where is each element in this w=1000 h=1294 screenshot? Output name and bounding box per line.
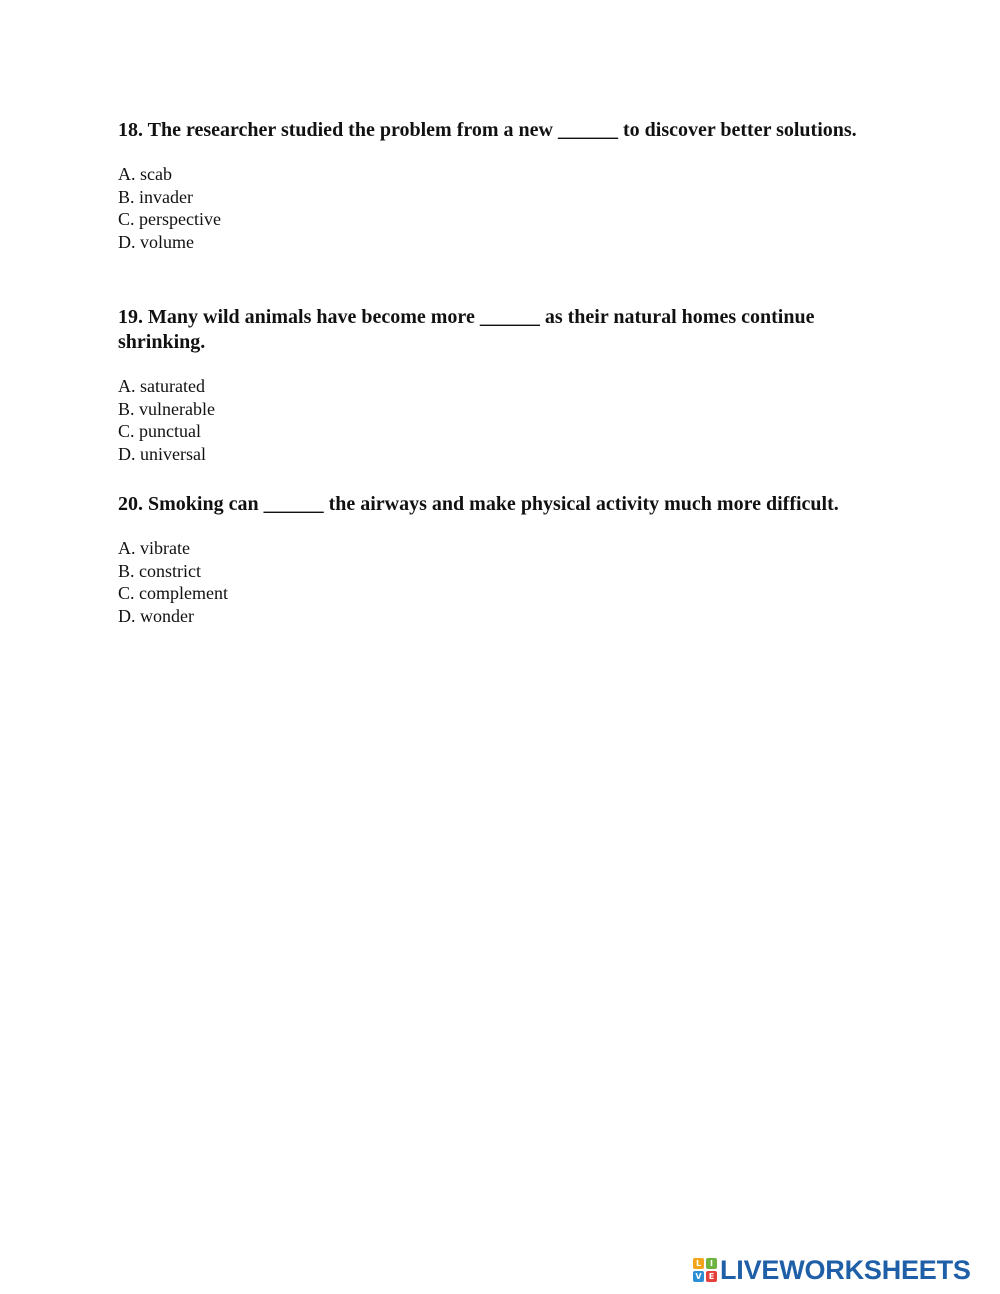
question-text: 18. The researcher studied the problem from a new ______ to discover better solutions. bbox=[118, 119, 857, 141]
logo-mark-tile: L bbox=[693, 1258, 704, 1269]
option-b[interactable]: B. invader bbox=[118, 186, 193, 207]
logo-mark-tile: E bbox=[706, 1271, 717, 1282]
option-a[interactable]: A. vibrate bbox=[118, 538, 190, 558]
question-20 bbox=[118, 492, 858, 628]
option-d[interactable]: D. volume bbox=[118, 232, 194, 253]
option-b[interactable]: B. vulnerable bbox=[118, 398, 215, 419]
option-d[interactable]: D. universal bbox=[118, 444, 206, 465]
option-c[interactable]: C. perspective bbox=[118, 209, 221, 230]
option-a[interactable]: A. saturated bbox=[118, 376, 205, 396]
option-a[interactable]: A. scab bbox=[118, 164, 172, 184]
question-19 bbox=[118, 305, 858, 466]
question-text: 19. Many wild animals have become more ______ as their natural homes continue shrinking. bbox=[118, 306, 815, 353]
option-b[interactable]: B. constrict bbox=[118, 560, 201, 581]
logo-mark-tile: V bbox=[693, 1271, 704, 1282]
question-text: 20. Smoking can ______ the airways and make physical activity much more difficult. bbox=[118, 493, 839, 515]
liveworksheets-logo bbox=[693, 1256, 971, 1284]
question-18 bbox=[118, 118, 858, 254]
logo-mark-tile: I bbox=[706, 1258, 717, 1269]
logo-mark-icon bbox=[693, 1258, 717, 1282]
option-c[interactable]: C. complement bbox=[118, 583, 228, 604]
logo-text: LIVEWORKSHEETS bbox=[720, 1255, 971, 1285]
option-d[interactable]: D. wonder bbox=[118, 606, 194, 627]
option-c[interactable]: C. punctual bbox=[118, 421, 201, 442]
